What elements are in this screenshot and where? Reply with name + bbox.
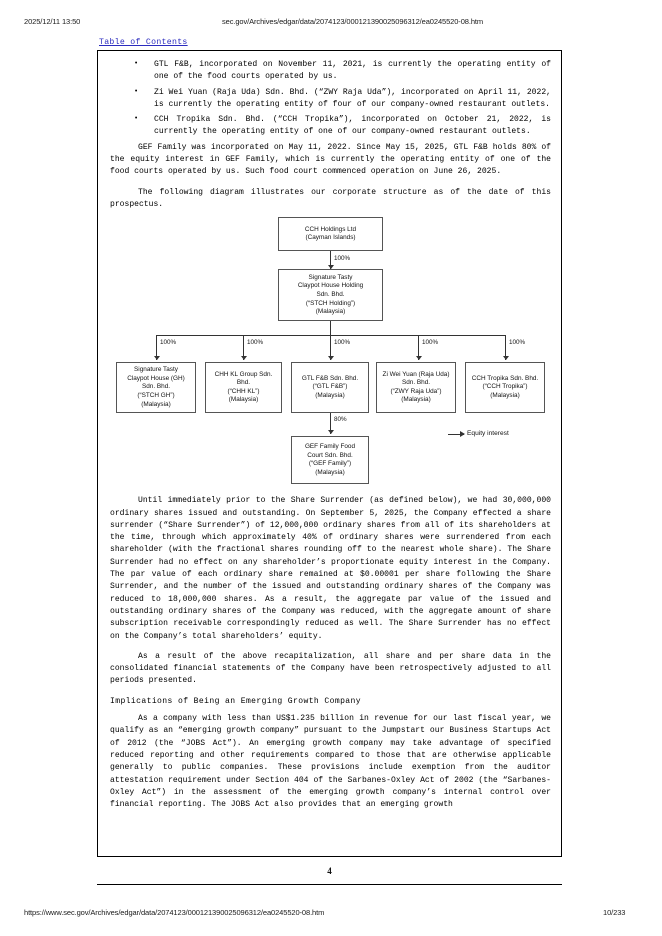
org-node-gef-family	[291, 436, 369, 484]
org-node-line: (“GTL F&B”)	[312, 383, 348, 391]
connector-holding-stem	[330, 321, 331, 335]
list-item: • Zi Wei Yuan (Raja Uda) Sdn. Bhd. (“ZWY Raja Uda”), incorporated on April 11, 2022, is currently the operating entity of four of our company-owned restaurant outlets.	[110, 87, 551, 112]
list-item: • GTL F&B, incorporated on November 11, 2021, is currently the operating entity of one of the food courts operated by us.	[110, 59, 551, 84]
paragraph-recapitalization: As a result of the above recapitalization, all share and per share data in the consolidated financial statements of the Company have been retrospectively adjusted to all periods presented.	[110, 651, 551, 686]
org-node-zwy-raja-uda	[376, 362, 456, 413]
org-node-chh-kl	[205, 362, 282, 413]
org-node-cch-tropika	[465, 362, 545, 413]
paragraph-gef-family: GEF Family was incorporated on May 11, 2022. Since May 15, 2025, GTL F&B holds 80% of the equity interest in GEF Family, which is currently the operating entity of one of the food courts operated by us. Such food court commenced operation on June 26, 2025.	[110, 142, 551, 177]
org-node-line: (“CCH Tropika”)	[482, 383, 528, 391]
org-node-gtl-fb	[291, 362, 369, 413]
org-node-line: Court Sdn. Bhd.	[307, 451, 353, 459]
org-node-line: Sdn. Bhd.	[316, 290, 345, 298]
pct-to-stch-gh: 100%	[160, 339, 177, 347]
org-node-line: (Malaysia)	[315, 308, 346, 316]
pct-to-zwy: 100%	[422, 339, 439, 347]
diagram-legend-label: Equity interest	[467, 430, 509, 438]
org-node-line: GTL F&B Sdn. Bhd.	[301, 374, 359, 382]
entity-bullet-list	[110, 59, 551, 139]
org-node-line: Signature Tasty	[134, 366, 178, 374]
table-of-contents-link[interactable]: Table of Contents	[99, 38, 188, 47]
org-node-line: CCH Holdings Ltd	[304, 225, 357, 233]
org-node-line: (Malaysia)	[315, 468, 345, 476]
paragraph-emerging-growth-company: As a company with less than US$1.235 billion in revenue for our last fiscal year, we qualify as an “emerging growth company” pursuant to the Jumpstart our Business Startups Act of 2012 (the “JOBS Act”). An emerging growth company may take advantage of specified reduced reporting and other requirements compared to those that are otherwise applicable generally to public companies. These provisions include exemption from the auditor attestation requirement under Section 404 of the Sarbanes-Oxley Act of 2002 (the “Sarbanes-Oxley Act”) in the assessment of the emerging growth company’s internal control over financial reporting. The JOBS Act also provides that an emerging growth	[110, 714, 551, 810]
org-node-line: CHH KL Group Sdn.	[214, 370, 273, 378]
org-node-line: GEF Family Food	[304, 443, 356, 451]
org-node-line: Bhd.	[236, 379, 251, 387]
org-node-line: (“STCH Holding”)	[305, 299, 356, 307]
org-node-line: (“ZWY Raja Uda”)	[390, 387, 442, 395]
org-node-line: Signature Tasty	[308, 273, 353, 281]
org-node-line: (“STCH GH”)	[137, 392, 175, 400]
corporate-structure-diagram	[110, 217, 551, 489]
org-node-line: (Malaysia)	[315, 392, 345, 400]
paragraph-diagram-intro: The following diagram illustrates our corporate structure as of the date of this prospectus.	[110, 187, 551, 209]
pct-to-cch-tropika: 100%	[509, 339, 526, 347]
org-node-line: Zi Wei Yuan (Raja Uda)	[382, 370, 450, 378]
diagram-legend	[448, 428, 509, 440]
arrowhead-icon	[328, 356, 334, 360]
equity-interest-arrow-icon	[448, 434, 464, 435]
pct-to-gtl-fb: 100%	[334, 339, 351, 347]
arrowhead-icon	[416, 356, 422, 360]
list-item: • CCH Tropika Sdn. Bhd. (“CCH Tropika”), incorporated on October 21, 2022, is currently the operating entity of one of our company-owned restaurant outlets.	[110, 114, 551, 139]
org-node-line: Sdn. Bhd.	[401, 379, 431, 387]
org-node-stch-holding	[278, 269, 383, 321]
org-node-line: (Malaysia)	[141, 400, 171, 408]
print-footer-url: https://www.sec.gov/Archives/edgar/data/2074123/000121390025096312/ea0245520-08.htm	[24, 908, 325, 917]
print-header-date: 2025/12/11 13:50	[24, 17, 81, 26]
pct-root-to-holding: 100%	[334, 255, 351, 263]
org-node-line: (Malaysia)	[490, 392, 520, 400]
print-header-url: sec.gov/Archives/edgar/data/2074123/000121390025096312/ea0245520-08.htm	[222, 17, 484, 26]
org-node-line: Sdn. Bhd.	[141, 383, 171, 391]
org-node-stch-gh	[116, 362, 196, 413]
org-node-line: (“GEF Family”)	[308, 460, 352, 468]
page-bottom-rule	[97, 884, 562, 885]
org-node-line: Claypot House (GH)	[127, 374, 185, 382]
org-node-cch-holdings	[278, 217, 383, 251]
org-node-line: (“CHH KL”)	[227, 387, 260, 395]
pct-to-chh-kl: 100%	[247, 339, 264, 347]
org-node-line: (Malaysia)	[228, 396, 259, 404]
arrowhead-icon	[241, 356, 247, 360]
paragraph-share-surrender: Until immediately prior to the Share Surrender (as defined below), we had 30,000,000 ordinary shares issued and outstanding. On September 5, 2025, the Company effected a share surrender (“Share Surrender”) of 12,000,000 ordinary shares from all of its shareholders at the time, through which approximately 40% of ordinary shares were surrendered from each shareholder (with the fractional shares rounding off to the nearest whole share). The Share Surrender had no effect on any shareholder’s proportionate equity interest in the Company. The par value of each ordinary share remained at $0.00001 per share following the Share Surrender, and the number of the issued and outstanding ordinary shares of the Company was reduced to 18,000,000 shares. As a result, the aggregate par value of the issued and outstanding ordinary shares of the Company was reduced, with the aggregate amount of share subscription receivable correspondingly reduced as well. The Share Surrender has no effect on the Company’s total shareholders’ equity.	[110, 496, 551, 641]
arrowhead-icon	[154, 356, 160, 360]
org-node-line: CCH Tropika Sdn. Bhd.	[471, 374, 539, 382]
arrowhead-icon	[328, 430, 334, 434]
print-footer-page-indicator: 10/233	[603, 908, 626, 917]
page-number: 4	[327, 866, 332, 876]
org-node-line: Claypot House Holding	[297, 282, 364, 290]
document-page-frame	[97, 50, 562, 857]
pct-gtl-to-gef: 80%	[334, 416, 347, 424]
arrowhead-icon	[503, 356, 509, 360]
document-body	[110, 59, 551, 819]
org-node-line: (Malaysia)	[401, 396, 431, 404]
section-heading-emerging-growth-company: Implications of Being an Emerging Growth Company	[110, 696, 361, 706]
org-node-line: (Cayman Islands)	[305, 234, 356, 242]
